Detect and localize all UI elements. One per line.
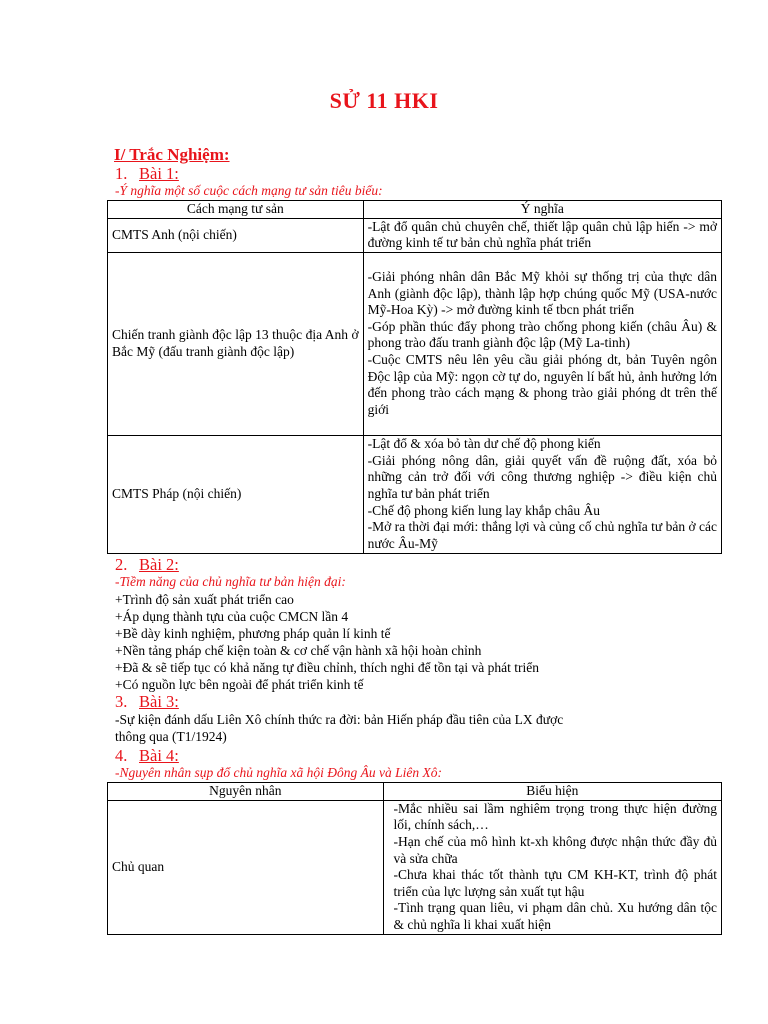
bai4-number: 4. [115, 746, 128, 765]
list-item: +Bề dày kinh nghiệm, phương pháp quản lí kinh tế [115, 626, 391, 641]
section-heading: I/ Trắc Nghiệm: [114, 145, 230, 164]
table-cell: CMTS Pháp (nội chiến) [108, 435, 364, 553]
bai2-subtitle: -Tiềm năng của chủ nghĩa tư bản hiện đại: [115, 574, 346, 589]
page-title: SỬ 11 HKI [329, 88, 439, 113]
table-header-row [108, 201, 722, 219]
cell-line: -Cuộc CMTS nêu lên yêu cầu giải phóng dt, bản Tuyên ngôn Độc lập của Mỹ: ngọn cờ tự do, nguyên lí bất hủ, ảnh hưởng lớn đến phong trào cách mạng & phong trào giải phóng dt trên thế giới [367, 352, 717, 417]
list-item: +Nền tảng pháp chế kiện toàn & cơ chế vận hành xã hội hoàn chỉnh [115, 643, 482, 658]
header-cell: Biểu hiện [383, 783, 721, 801]
cell-line: -Chưa khai thác tốt thành tựu CM KH-KT, trình độ phát triển của lực lượng sản xuất tụt hậu [393, 867, 717, 899]
bai3-label: Bài 3: [139, 692, 179, 711]
table-row [108, 435, 722, 553]
bai3-number: 3. [115, 692, 128, 711]
table-cell: CMTS Anh (nội chiến) [108, 218, 364, 252]
paragraph-line: thông qua (T1/1924) [115, 729, 227, 744]
bai1-subtitle: -Ý nghĩa một số cuộc cách mạng tư sản tiêu biểu: [115, 183, 383, 198]
bai1-number: 1. [115, 164, 128, 183]
cell-line: -Giải phóng nhân dân Bắc Mỹ khỏi sự thống trị của thực dân Anh (giành độc lập), thành lập hợp chúng quốc Mỹ (USA-nước Mỹ-Hoa Kỳ) -> mở đường kinh tế tbcn phát triển [367, 269, 717, 318]
bai1-heading [115, 164, 179, 184]
header-cell: Nguyên nhân [108, 783, 384, 801]
table-row [108, 218, 722, 252]
table-cell [363, 435, 721, 553]
table-row [108, 252, 722, 435]
cell-line: -Lật đổ & xóa bỏ tàn dư chế độ phong kiến [367, 436, 601, 452]
cell-line: -Chế độ phong kiến lung lay khắp châu Âu [367, 502, 601, 518]
bai2-heading [115, 555, 179, 575]
bai2-number: 2. [115, 555, 128, 574]
bai4-table [107, 782, 722, 935]
cell-line: -Hạn chế của mô hình kt-xh không được nhận thức đầy đủ và sửa chữa [393, 833, 717, 866]
table-cell: Chiến tranh giành độc lập 13 thuộc địa Anh ở Bắc Mỹ (đấu tranh giành độc lập) [108, 252, 364, 435]
bai4-label: Bài 4: [139, 746, 179, 765]
list-item: +Trình độ sản xuất phát triển cao [115, 592, 294, 607]
table-cell: -Lật đổ quân chủ chuyên chế, thiết lập quân chủ lập hiến -> mở đường kinh tế tư bản chủ nghĩa phát triển [363, 218, 721, 252]
cell-line: -Mở ra thời đại mới: thắng lợi và củng cố chủ nghĩa tư bản ở các nước Âu-Mỹ [367, 519, 717, 551]
bai1-label: Bài 1: [139, 164, 179, 183]
table-cell [383, 800, 721, 934]
cell-line: -Giải phóng nông dân, giải quyết vấn đề ruộng đất, xóa bỏ những cản trở đối với công thương nghiệp -> điều kiện chủ nghĩa tư bản phát triển [367, 452, 717, 501]
list-item: +Đã & sẽ tiếp tục có khả năng tự điều chỉnh, thích nghi để tồn tại và phát triển [115, 660, 539, 675]
cell-line: -Mắc nhiều sai lầm nghiêm trọng trong thực hiện đường lối, chính sách,… [393, 800, 717, 833]
table-row [108, 800, 722, 934]
header-cell: Ý nghĩa [363, 201, 721, 219]
bai1-table [107, 200, 722, 554]
cell-line: -Góp phần thúc đẩy phong trào chống phong kiến (châu Âu) & phong trào đấu tranh giành độc lập (Mỹ La-tinh) [367, 318, 717, 351]
table-header-row [108, 783, 722, 801]
bai3-heading [115, 692, 179, 712]
cell-line: -Tình trạng quan liêu, vi phạm dân chủ. Xu hướng dân tộc & chủ nghĩa li khai xuất hiện [393, 900, 717, 932]
bai4-subtitle: -Nguyên nhân sụp đổ chủ nghĩa xã hội Đông Âu và Liên Xô: [115, 765, 442, 780]
list-item: +Có nguồn lực bên ngoài để phát triển kinh tế [115, 677, 364, 692]
bai4-heading [115, 746, 179, 766]
paragraph-line: -Sự kiện đánh dấu Liên Xô chính thức ra đời: bản Hiến pháp đầu tiên của LX được [115, 712, 564, 727]
table-cell: Chủ quan [108, 800, 384, 934]
bai2-label: Bài 2: [139, 555, 179, 574]
list-item: +Áp dụng thành tựu của cuộc CMCN lần 4 [115, 609, 349, 624]
table-cell [363, 252, 721, 435]
header-cell: Cách mạng tư sản [108, 201, 364, 219]
